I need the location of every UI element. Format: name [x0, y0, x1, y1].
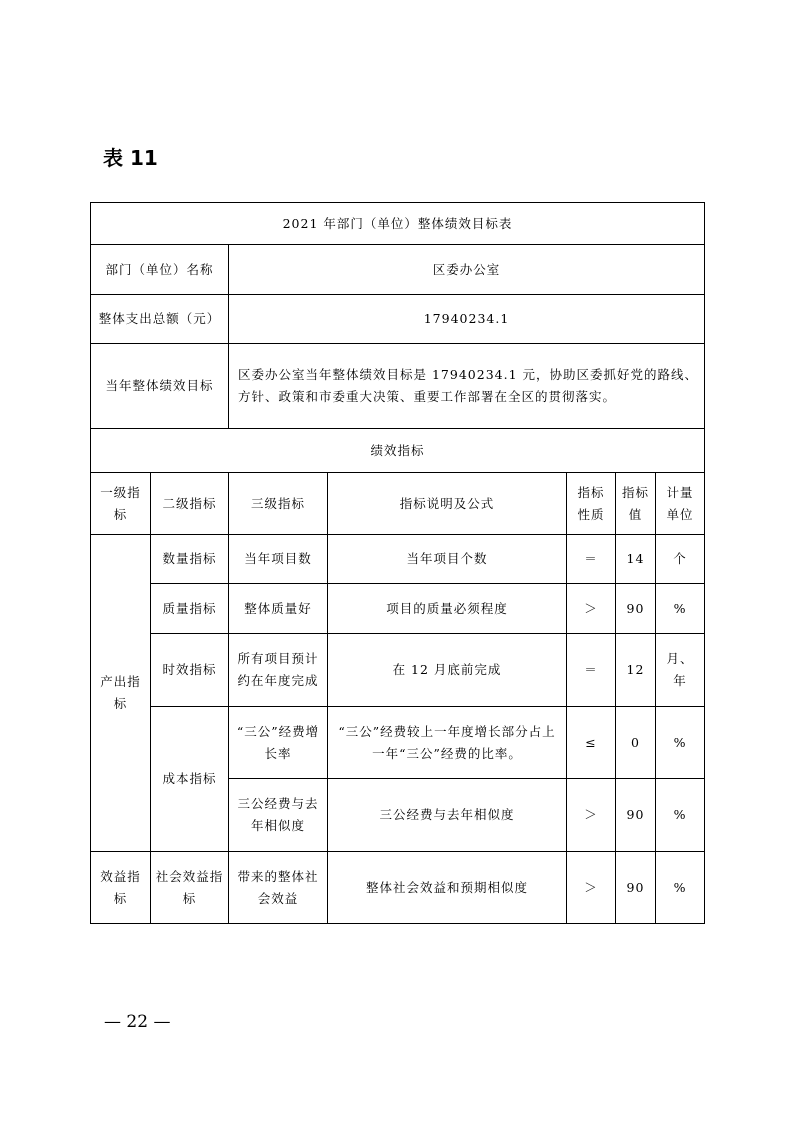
header-level3: 三级指标 [229, 473, 328, 535]
indicators-section-title: 绩效指标 [91, 429, 705, 473]
nature-cell: ＝ [567, 634, 616, 707]
unit-cell: 月、年 [656, 634, 705, 707]
level3-cell: “三公”经费增长率 [229, 707, 328, 779]
table-row [91, 852, 705, 924]
nature-cell: ＞ [567, 852, 616, 924]
description-cell: 三公经费与去年相似度 [328, 779, 567, 852]
group-output: 产出指标 [91, 535, 151, 852]
table-row [91, 707, 705, 779]
level3-cell: 三公经费与去年相似度 [229, 779, 328, 852]
dept-name-value: 区委办公室 [229, 245, 705, 295]
header-description: 指标说明及公式 [328, 473, 567, 535]
description-cell: 在 12 月底前完成 [328, 634, 567, 707]
description-cell: “三公”经费较上一年度增长部分占上一年“三公”经费的比率。 [328, 707, 567, 779]
table-number-label: 表 11 [103, 146, 158, 170]
value-cell: 90 [616, 852, 656, 924]
level2-cell: 质量指标 [151, 584, 229, 634]
header-level2: 二级指标 [151, 473, 229, 535]
value-cell: 0 [616, 707, 656, 779]
nature-cell: ≤ [567, 707, 616, 779]
description-cell: 项目的质量必须程度 [328, 584, 567, 634]
total-expense-label: 整体支出总额（元） [91, 295, 229, 344]
level2-cell: 社会效益指标 [151, 852, 229, 924]
value-cell: 14 [616, 535, 656, 584]
table-row [91, 584, 705, 634]
header-value: 指标值 [616, 473, 656, 535]
total-expense-value: 17940234.1 [229, 295, 705, 344]
group-benefit: 效益指标 [91, 852, 151, 924]
level3-cell: 当年项目数 [229, 535, 328, 584]
nature-cell: ＞ [567, 779, 616, 852]
level2-cell: 时效指标 [151, 634, 229, 707]
table-row [91, 535, 705, 584]
nature-cell: ＝ [567, 535, 616, 584]
nature-cell: ＞ [567, 584, 616, 634]
table-title: 2021 年部门（单位）整体绩效目标表 [91, 203, 705, 245]
unit-cell: % [656, 779, 705, 852]
value-cell: 90 [616, 779, 656, 852]
unit-cell: % [656, 852, 705, 924]
value-cell: 12 [616, 634, 656, 707]
page-number: — 22 — [104, 1012, 171, 1032]
unit-cell: % [656, 707, 705, 779]
unit-cell: 个 [656, 535, 705, 584]
description-cell: 当年项目个数 [328, 535, 567, 584]
description-cell: 整体社会效益和预期相似度 [328, 852, 567, 924]
performance-goal-table [90, 202, 705, 924]
level3-cell: 带来的整体社会效益 [229, 852, 328, 924]
level2-cell: 数量指标 [151, 535, 229, 584]
table-row [91, 634, 705, 707]
level3-cell: 整体质量好 [229, 584, 328, 634]
value-cell: 90 [616, 584, 656, 634]
header-unit: 计量单位 [656, 473, 705, 535]
dept-name-label: 部门（单位）名称 [91, 245, 229, 295]
annual-goal-label: 当年整体绩效目标 [91, 344, 229, 429]
annual-goal-value: 区委办公室当年整体绩效目标是 17940234.1 元，协助区委抓好党的路线、方针、政策和市委重大决策、重要工作部署在全区的贯彻落实。 [229, 344, 705, 429]
level2-cell: 成本指标 [151, 707, 229, 852]
header-level1: 一级指标 [91, 473, 151, 535]
header-nature: 指标性质 [567, 473, 616, 535]
level3-cell: 所有项目预计约在年度完成 [229, 634, 328, 707]
unit-cell: % [656, 584, 705, 634]
